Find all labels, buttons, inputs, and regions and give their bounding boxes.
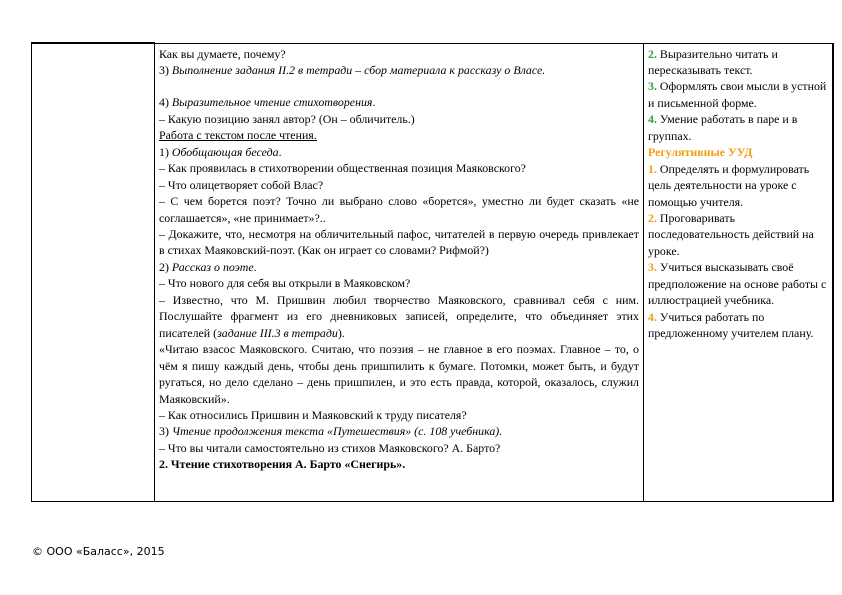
task-text: Чтение продолжения текста «Путешествия» (с. 108 учебника).	[171, 424, 503, 439]
question-line: – Докажите, что, несмотря на обличительный пафос, читателей в первую очередь привлекает в стихах Маяковский-поэт. (Как он играет со словами? Рифмой?)	[159, 227, 639, 258]
question-line: – С чем борется поэт? Точно ли выбрано слово «борется», уместно ли будет сказать «не соглашается», «не принимает»?..	[159, 194, 639, 225]
question-line: – Какую позицию занял автор? (Он – обличитель.)	[159, 111, 415, 126]
uud-number: 4.	[648, 112, 657, 127]
task-text: Выполнение задания II.2 в тетради – сбор материала к рассказу о Власе.	[171, 62, 546, 77]
question-line: – Как проявилась в стихотворении общественная позиция Маяковского?	[159, 161, 526, 176]
question-text: – Известно, что М. Пришвин любил творчество Маяковского, сравнивал себя с ним. Послушайте фрагмент из его дневниковых записей, определите, что объединяет этих писателей (	[159, 292, 639, 340]
task-number: 3)	[159, 62, 172, 77]
uud-item	[648, 78, 828, 111]
task-end: .	[372, 95, 376, 110]
question-line: – Как относились Пришвин и Маяковский к труду писателя?	[159, 408, 467, 423]
lesson-content-cell	[155, 43, 644, 502]
question-line: Как вы думаете, почему?	[159, 46, 286, 61]
uud-number: 3.	[648, 79, 657, 94]
uud-item	[648, 161, 828, 210]
empty-stage-cell	[32, 43, 155, 502]
task-number: 3)	[159, 424, 172, 439]
question-line: – Что нового для себя вы открыли в Маяковском?	[159, 276, 411, 291]
uud-item	[648, 309, 828, 342]
task-line	[159, 259, 639, 275]
uud-number: 1.	[648, 161, 657, 176]
uud-number: 2.	[648, 46, 657, 61]
task-line	[159, 62, 639, 78]
uud-text: Определять и формулировать цель деятельности на уроке с помощью учителя.	[648, 161, 810, 209]
task-end: .	[278, 144, 282, 159]
task-number: 1)	[159, 144, 172, 159]
task-line	[159, 94, 639, 110]
uud-item	[648, 259, 828, 308]
blank-line	[159, 78, 639, 94]
quote-paragraph: «Читаю взасос Маяковского. Считаю, что поэзия – не главное в его поэмах. Главное – то, о чём я пишу каждый день, чтобы день пришпилить к бумаге. Потомки, может быть, и будут ругаться, но дело сделано – день пришпилен, и это есть правда, которой, оказалось, служил Маяковский».	[159, 342, 639, 406]
section-heading-bold: 2. Чтение стихотворения А. Барто «Снегирь».	[159, 457, 406, 472]
uud-number: 4.	[648, 309, 657, 324]
task-end: .	[253, 259, 257, 274]
question-line	[159, 292, 639, 341]
uud-cell	[644, 43, 834, 502]
regulative-uud-heading: Регулятивные УУД	[648, 145, 753, 160]
uud-number: 3.	[648, 260, 657, 275]
task-text: Выразительное чтение стихотворения	[171, 95, 373, 110]
question-line: – Что вы читали самостоятельно из стихов Маяковского? А. Барто?	[159, 440, 501, 455]
question-line: – Что олицетворяет собой Влас?	[159, 177, 324, 192]
task-line	[159, 423, 639, 439]
lesson-plan-table	[31, 42, 834, 502]
uud-text: Проговаривать последовательность действий на уроке.	[648, 211, 814, 258]
uud-text: Выразительно читать и пересказывать текст.	[648, 46, 778, 77]
question-end: ).	[337, 325, 345, 340]
uud-text: Учиться высказывать своё предположение на основе работы с иллюстрацией учебника.	[648, 260, 827, 308]
task-text: Рассказ о поэте	[171, 259, 254, 274]
task-number: 2)	[159, 259, 172, 274]
uud-text: Умение работать в паре и в группах.	[648, 112, 798, 143]
task-number: 4)	[159, 95, 172, 110]
uud-number: 2.	[648, 211, 657, 226]
task-text: Обобщающая беседа	[171, 144, 279, 159]
table-row	[32, 43, 834, 502]
section-heading: Работа с текстом после чтения.	[159, 128, 317, 143]
uud-text: Оформлять свои мысли в устной и письменной форме.	[648, 79, 827, 110]
uud-text: Учиться работать по предложенному учителем плану.	[648, 309, 814, 341]
uud-item	[648, 111, 828, 144]
uud-item	[648, 210, 828, 259]
task-reference: задание III.3 в тетради	[217, 325, 338, 340]
copyright-footer: © ООО «Баласс», 2015	[32, 545, 165, 558]
task-line	[159, 144, 639, 160]
uud-item	[648, 46, 828, 79]
